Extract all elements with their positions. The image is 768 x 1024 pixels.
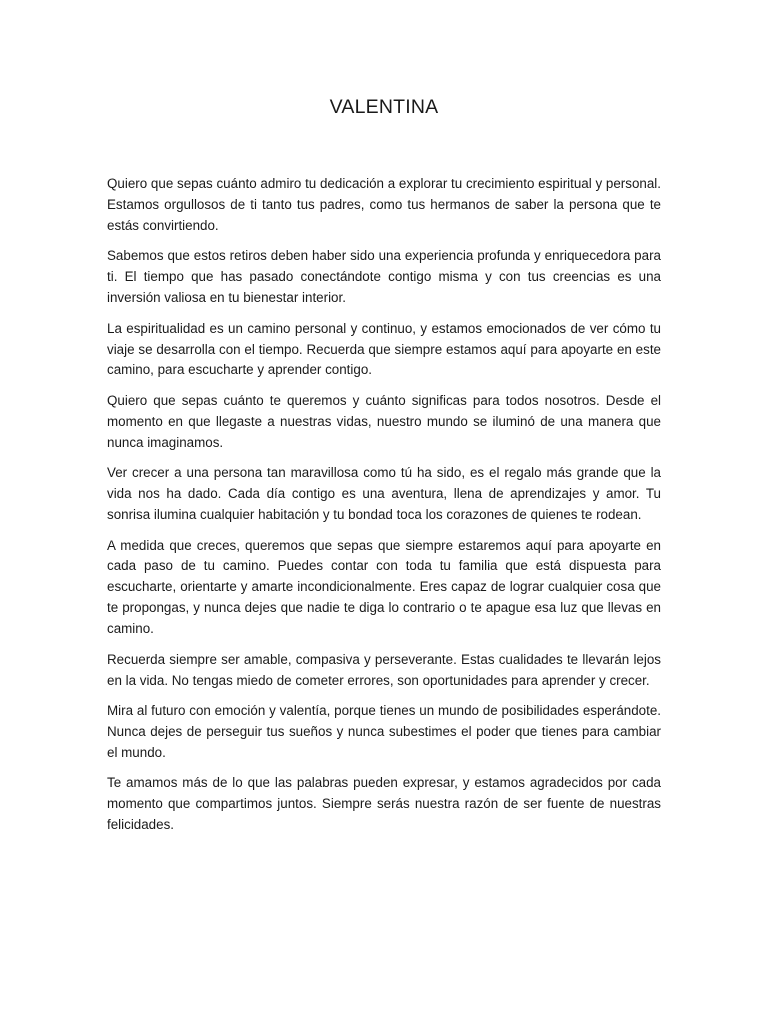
document-body (107, 174, 661, 846)
paragraph: Quiero que sepas cuánto te queremos y cuánto significas para todos nosotros. Desde el momento en que llegaste a nuestras vidas, nuestro mundo se iluminó de una manera que nunca imaginamos. (107, 392, 661, 450)
paragraph: Quiero que sepas cuánto admiro tu dedicación a explorar tu crecimiento espiritual y personal. Estamos orgullosos de ti tanto tus padres, como tus hermanos de saber la persona que te estás convirtiendo. (107, 176, 661, 233)
paragraph: Mira al futuro con emoción y valentía, porque tienes un mundo de posibilidades esperándote. Nunca dejes de perseguir tus sueños y nunca subestimes el poder que tienes para cambiar el mundo. (107, 703, 661, 760)
document-title: VALENTINA (329, 96, 439, 118)
paragraph: La espiritualidad es un camino personal y continuo, y estamos emocionados de ver cómo tu viaje se desarrolla con el tiempo. Recuerda que siempre estamos aquí para apoyarte en este camino, para escucharte y aprender contigo. (107, 320, 661, 378)
paragraph: Recuerda siempre ser amable, compasiva y perseverante. Estas cualidades te llevarán lejos en la vida. No tengas miedo de cometer errores, son oportunidades para aprender y crecer. (107, 651, 661, 688)
paragraph: A medida que creces, queremos que sepas que siempre estaremos aquí para apoyarte en cada paso de tu camino. Puedes contar con toda tu familia que está dispuesta para escucharte, orientarte y amarte incondicionalmente. Eres capaz de lograr cualquier cosa que te propongas, y nunca dejes que nadie te diga lo contrario o te apague esa luz que llevas en camino. (107, 537, 661, 637)
paragraph: Sabemos que estos retiros deben haber sido una experiencia profunda y enriquecedora para ti. El tiempo que has pasado conectándote contigo misma y con tus creencias es una inversión valiosa en tu bienestar interior. (107, 248, 661, 306)
paragraph: Te amamos más de lo que las palabras pueden expresar, y estamos agradecidos por cada momento que compartimos juntos. Siempre serás nuestra razón de ser fuente de nuestras felicidades. (107, 775, 661, 833)
paragraph: Ver crecer a una persona tan maravillosa como tú ha sido, es el regalo más grande que la vida nos ha dado. Cada día contigo es una aventura, llena de aprendizajes y amor. Tu sonrisa ilumina cualquier habitación y tu bondad toca los corazones de quienes te rodean. (107, 465, 661, 523)
